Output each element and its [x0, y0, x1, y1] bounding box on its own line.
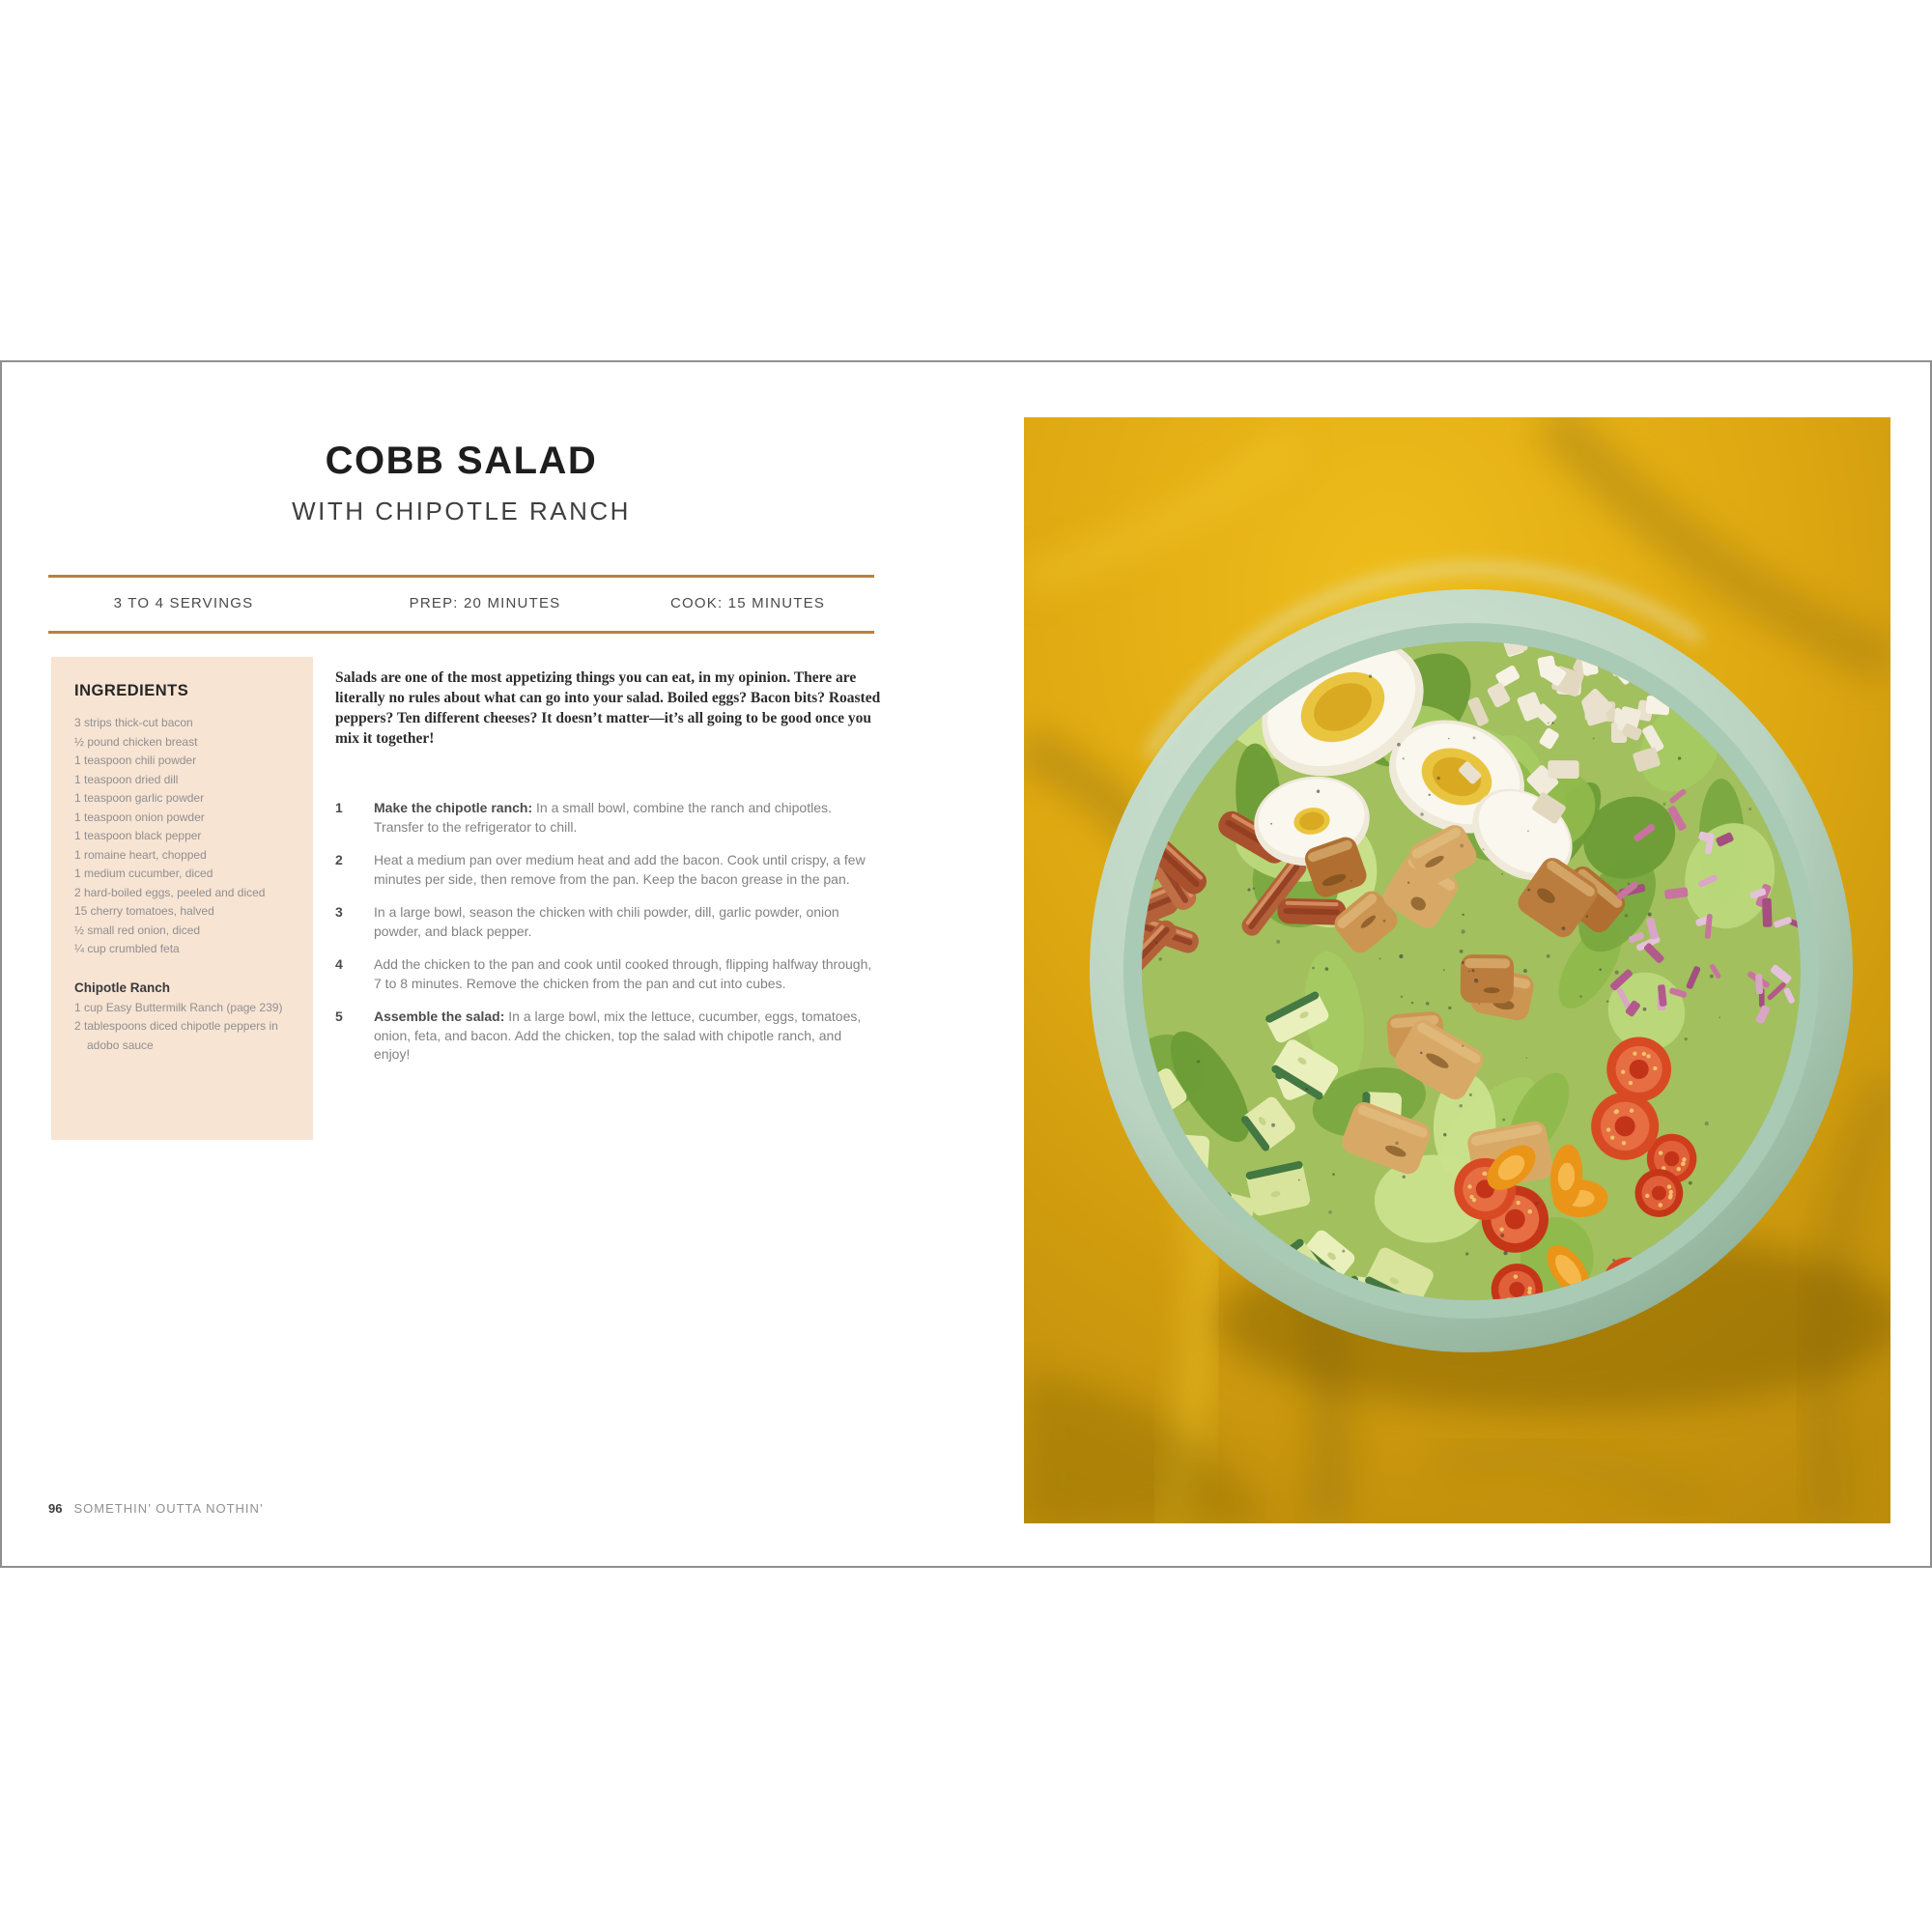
ingredient-item: 3 strips thick-cut bacon — [74, 716, 193, 729]
ingredients-heading: INGREDIENTS — [74, 682, 189, 699]
ingredient-item: ½ small red onion, diced — [74, 923, 201, 937]
ingredient-item: 1 teaspoon dried dill — [74, 772, 179, 786]
recipe-title: COBB SALAD — [325, 440, 598, 482]
ingredient-item: 1 cup Easy Buttermilk Ranch (page 239) — [74, 1000, 283, 1014]
page-number: 96 — [48, 1501, 63, 1516]
subrecipe-heading: Chipotle Ranch — [74, 980, 171, 995]
ingredients-panel — [51, 657, 313, 1140]
method-step: 4 Add the chicken to the pan and cook until cooked through, flipping halfway through, 7 to 8 minutes. Remove the chicken from the pan and cut into cubes. — [335, 956, 872, 991]
method-step: 3 In a large bowl, season the chicken with chili powder, dill, garlic powder, onion powder, and black pepper. — [335, 904, 839, 939]
method-steps — [335, 799, 881, 1079]
ingredient-item: 2 hard-boiled eggs, peeled and diced — [74, 885, 266, 899]
recipe-intro: Salads are one of the most appetizing things you can eat, in my opinion. There are literally no rules about what can go into your salad. Boiled eggs? Bacon bits? Roasted peppers? Ten different cheeses? It doesn’t matter—it’s all going to be good once you mix it together! — [335, 669, 881, 747]
ingredient-item: 2 tablespoons diced chipotle peppers in adobo sauce — [74, 1019, 278, 1052]
ingredient-item: ¼ cup crumbled feta — [74, 942, 180, 955]
cook-time-label: COOK: 15 MINUTES — [669, 595, 826, 611]
ingredients-list — [74, 714, 294, 959]
servings-label: 3 TO 4 SERVINGS — [113, 595, 254, 611]
subrecipe-ingredients-list — [74, 999, 294, 1056]
method-step: 2 Heat a medium pan over medium heat and add the bacon. Cook until crispy, a few minutes per side, then remove from the pan. Keep the bacon grease in the pan. — [335, 852, 866, 887]
ingredient-item: 1 teaspoon chili powder — [74, 753, 197, 767]
divider-rule-top — [48, 575, 874, 578]
method-step: 1 Make the chipotle ranch: In a small bowl, combine the ranch and chipotles. Transfer to the refrigerator to chill. — [335, 800, 832, 835]
divider-rule-bottom — [48, 631, 874, 634]
page-footer — [48, 1501, 264, 1516]
ingredient-item: 1 teaspoon black pepper — [74, 829, 202, 842]
ingredient-item: 1 romaine heart, chopped — [74, 847, 207, 862]
prep-time-label: PREP: 20 MINUTES — [409, 595, 561, 611]
ingredient-item: 1 teaspoon onion powder — [74, 810, 205, 824]
salad-illustration — [1024, 417, 1890, 1523]
recipe-header — [48, 440, 874, 526]
recipe-subtitle: WITH CHIPOTLE RANCH — [292, 497, 631, 526]
salad-photo — [1024, 417, 1890, 1523]
ingredient-item: ½ pound chicken breast — [74, 734, 198, 749]
book-spread — [0, 360, 1932, 1568]
book-title: SOMETHIN’ OUTTA NOTHIN’ — [73, 1501, 264, 1516]
ingredient-item: 1 medium cucumber, diced — [74, 867, 213, 880]
ingredient-item: 15 cherry tomatoes, halved — [74, 904, 214, 918]
recipe-meta-bar — [48, 595, 874, 616]
method-step: 5 Assemble the salad: In a large bowl, mix the lettuce, cucumber, eggs, tomatoes, onion, feta, and bacon. Add the chicken, top the salad with chipotle ranch, and enjoy! — [335, 1009, 862, 1062]
ingredient-item: 1 teaspoon garlic powder — [74, 791, 205, 805]
